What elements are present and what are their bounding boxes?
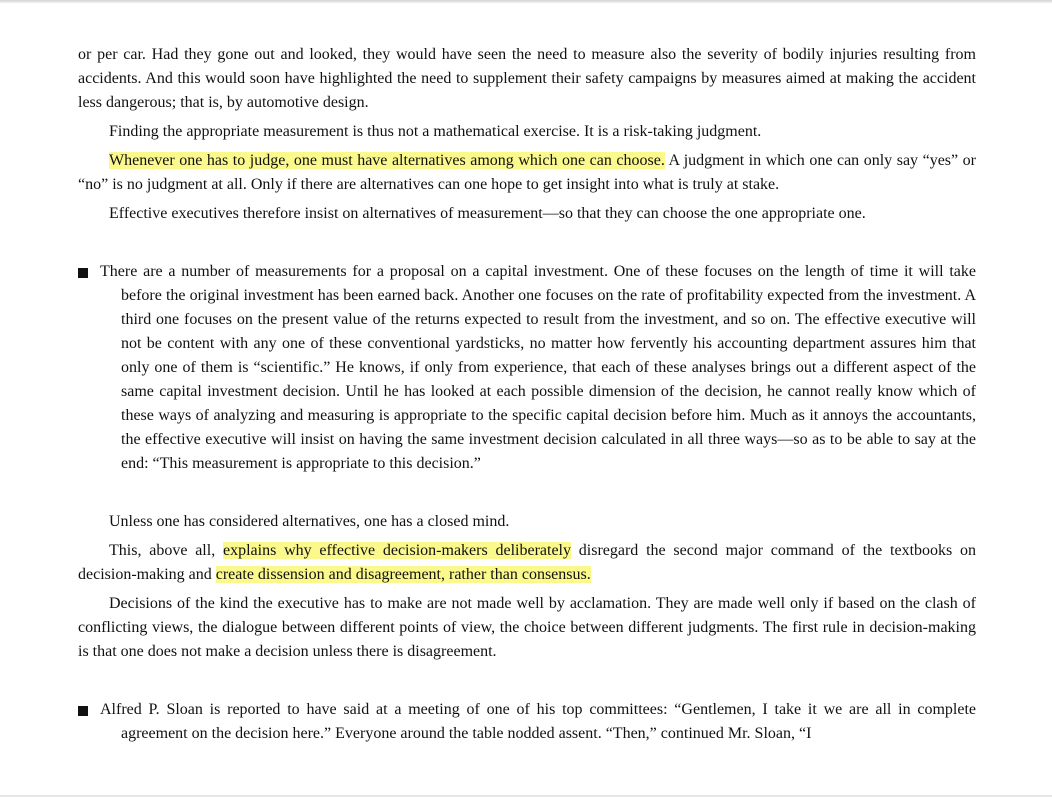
- highlight-dissension[interactable]: create dissension and disagreement, rather than consensus.: [215, 566, 591, 583]
- paragraph-5: Unless one has considered alternatives, one has a closed mind.: [109, 513, 510, 530]
- paragraph-7: Decisions of the kind the executive has to make are not made well by acclamation. They are made well only if based on the clash of conflicting views, the dialogue between different points of view, the choice between different judgments. The first rule in decision-making is that one does not make a decision unless there is disagreement.: [78, 595, 976, 660]
- paragraph-6: [78, 539, 976, 587]
- bullet-item-text: Alfred P. Sloan is reported to have said at a meeting of one of his top committees: “Gentlemen, I take it we are all in complete agreement on the decision here.” Everyone around the table nodded assent. “Then,” continued Mr. Sloan, “I: [100, 701, 976, 742]
- paragraph-4: Effective executives therefore insist on alternatives of measurement—so that they can choose the one appropriate one.: [109, 205, 866, 222]
- paragraph-2: Finding the appropriate measurement is thus not a mathematical exercise. It is a risk-taking judgment.: [109, 123, 762, 140]
- document-page: [78, 43, 976, 746]
- paragraph-3-rest: A judgment in which one can only say “yes” or “no” is no judgment at all. Only if there are alternatives can one hope to get insight into what is truly at stake.: [78, 152, 976, 193]
- bullet-item-text: There are a number of measurements for a proposal on a capital investment. One of these focuses on the length of time it will take before the original investment has been earned back. Another one focuses on the rate of profitability expected from the investment. A third one focuses on the present value of the returns expected to result from the investment, and so on. The effective executive will not be content with any one of these conventional yardsticks, no matter how fervently his accounting department assures him that only one of them is “scientific.” He knows, if only from experience, that each of these analyses brings out a different aspect of the same capital investment decision. Until he has looked at each possible dimension of the decision, he cannot really know which of these ways of analyzing and measuring is appropriate to the specific capital decision before him. Much as it annoys the accountants, the effective executive will insist on having the same investment decision calculated in all three ways—so as to be able to say at the end: “This measurement is appropriate to this decision.”: [100, 263, 976, 472]
- bullet-square-icon: [78, 706, 88, 716]
- page-top-edge: [0, 0, 1052, 3]
- paragraph-6-start: This, above all,: [109, 542, 223, 559]
- bullet-item-sloan: [78, 698, 976, 746]
- highlight-alternatives[interactable]: Whenever one has to judge, one must have alternatives among which one can choose.: [109, 152, 665, 169]
- bullet-item-capital-investment: [78, 260, 976, 476]
- paragraph-3: [78, 149, 976, 197]
- highlight-decision-makers[interactable]: explains why effective decision-makers deliberately: [222, 542, 571, 559]
- bullet-square-icon: [78, 268, 88, 278]
- paragraph-1: or per car. Had they gone out and looked, they would have seen the need to measure also the severity of bodily injuries resulting from accidents. And this would soon have highlighted the need to supplement their safety campaigns by measures aimed at making the accident less dangerous; that is, by automotive design.: [78, 46, 976, 111]
- paragraph-6-mid: disregard the second major command of the textbooks on decision-making and: [78, 542, 977, 583]
